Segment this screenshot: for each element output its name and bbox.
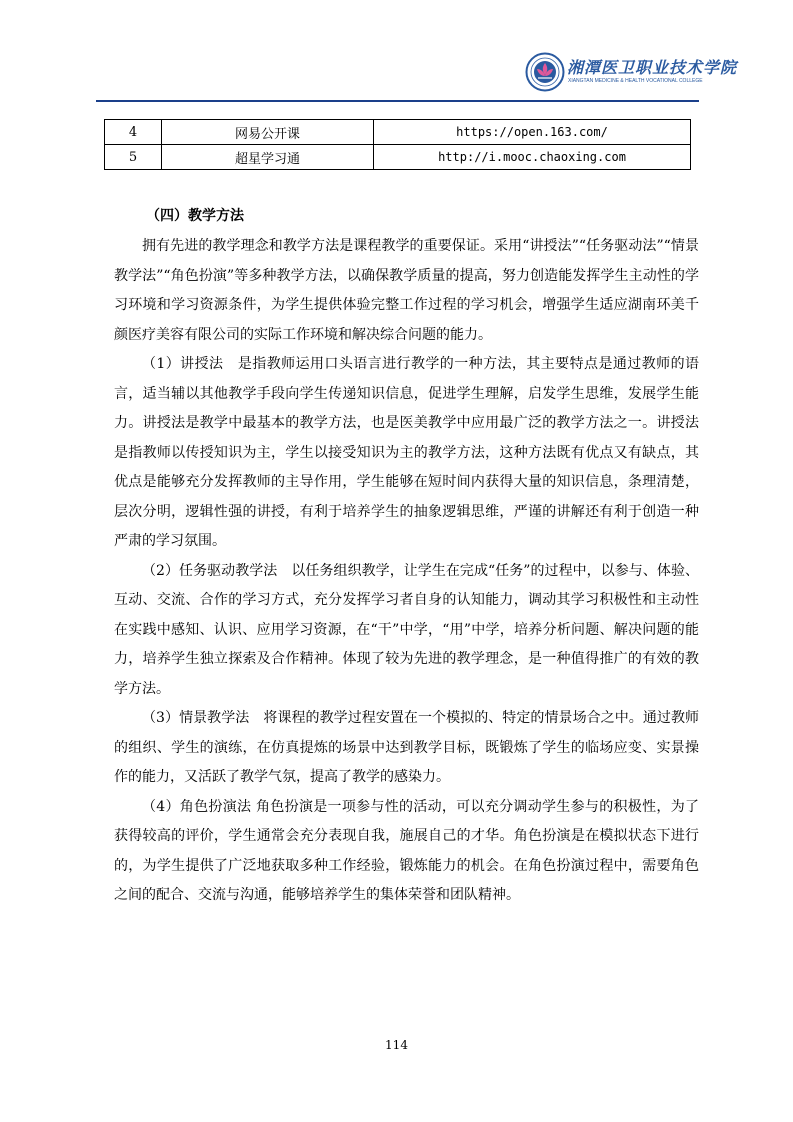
row-platform-name: 超星学习通 <box>162 145 374 170</box>
paragraph-role-play-method: （4）角色扮演法 角色扮演是一项参与性的活动，可以充分调动学生参与的积极性，为了获得较高的评价，学生通常会充分表现自我，施展自己的才华。角色扮演是在模拟状态下进行的，为学生提供了广泛地获取多种工作经验，锻炼能力的机会。在角色扮演过程中，需要角色之间的配合、交流与沟通，能够培养学生的集体荣誉和团队精神。 <box>114 798 699 903</box>
paragraph-task-driven-method: （2）任务驱动教学法 以任务组织教学，让学生在完成“任务”的过程中，以参与、体验、互动、交流、合作的学习方式，充分发挥学习者自身的认知能力，调动其学习积极性和主动性在实践中感知、认识、应用学习资源，在“干”中学，“用”中学，培养分析问题、解决问题的能力，培养学生独立探索及合作精神。体现了较为先进的教学理念，是一种值得推广的有效的教学方法。 <box>114 562 699 697</box>
college-name-cn: 湘潭医卫职业技术学院 <box>567 58 738 77</box>
table-row <box>105 145 691 170</box>
section-body <box>114 232 699 911</box>
paragraph-lecture-method: （1）讲授法 是指教师运用口头语言进行教学的一种方法，其主要特点是通过教师的语言，适当辅以其他教学手段向学生传递知识信息，促进学生理解，启发学生思维，发展学生能力。讲授法是教学中最基本的教学方法，也是医美教学中应用最广泛的教学方法之一。讲授法是指教师以传授知识为主，学生以接受知识为主的教学方法，这种方法既有优点又有缺点，其优点是能够充分发挥教师的主导作用，学生能够在短时间内获得大量的知识信息，条理清楚，层次分明，逻辑性强的讲授，有利于培养学生的抽象逻辑思维，严谨的讲解还有利于创造一种严肃的学习氛围。 <box>114 356 699 549</box>
section-heading: （四）教学方法 <box>146 208 244 224</box>
college-name-en: XIANGTAN MEDICINE & HEALTH VOCATIONAL COLLEGE <box>568 78 703 84</box>
paragraph-intro: 拥有先进的教学理念和教学方法是课程教学的重要保证。采用“讲授法”“任务驱动法”“情景教学法”“角色扮演”等多种教学方法，以确保教学质量的提高，努力创造能发挥学生主动性的学习环境和学习资源条件，为学生提供体验完整工作过程的学习机会，增强学生适应湖南环美千颜医疗美容有限公司的实际工作环境和解决综合问题的能力。 <box>114 238 699 343</box>
row-index: 4 <box>105 120 162 145</box>
header-divider <box>96 100 699 102</box>
row-url: http://i.mooc.chaoxing.com <box>374 145 691 170</box>
paragraph-situational-method: （3）情景教学法 将课程的教学过程安置在一个模拟的、特定的情景场合之中。通过教师的组织、学生的演练，在仿真提炼的场景中达到教学目标，既锻炼了学生的临场应变、实景操作的能力，又活跃了教学气氛，提高了教学的感染力。 <box>114 710 699 785</box>
college-emblem-icon <box>525 52 565 92</box>
row-url: https://open.163.com/ <box>374 120 691 145</box>
resource-table <box>104 119 691 170</box>
table-row <box>105 120 691 145</box>
page-number: 114 <box>385 1038 408 1052</box>
row-index: 5 <box>105 145 162 170</box>
page-header <box>0 0 793 100</box>
row-platform-name: 网易公开课 <box>162 120 374 145</box>
